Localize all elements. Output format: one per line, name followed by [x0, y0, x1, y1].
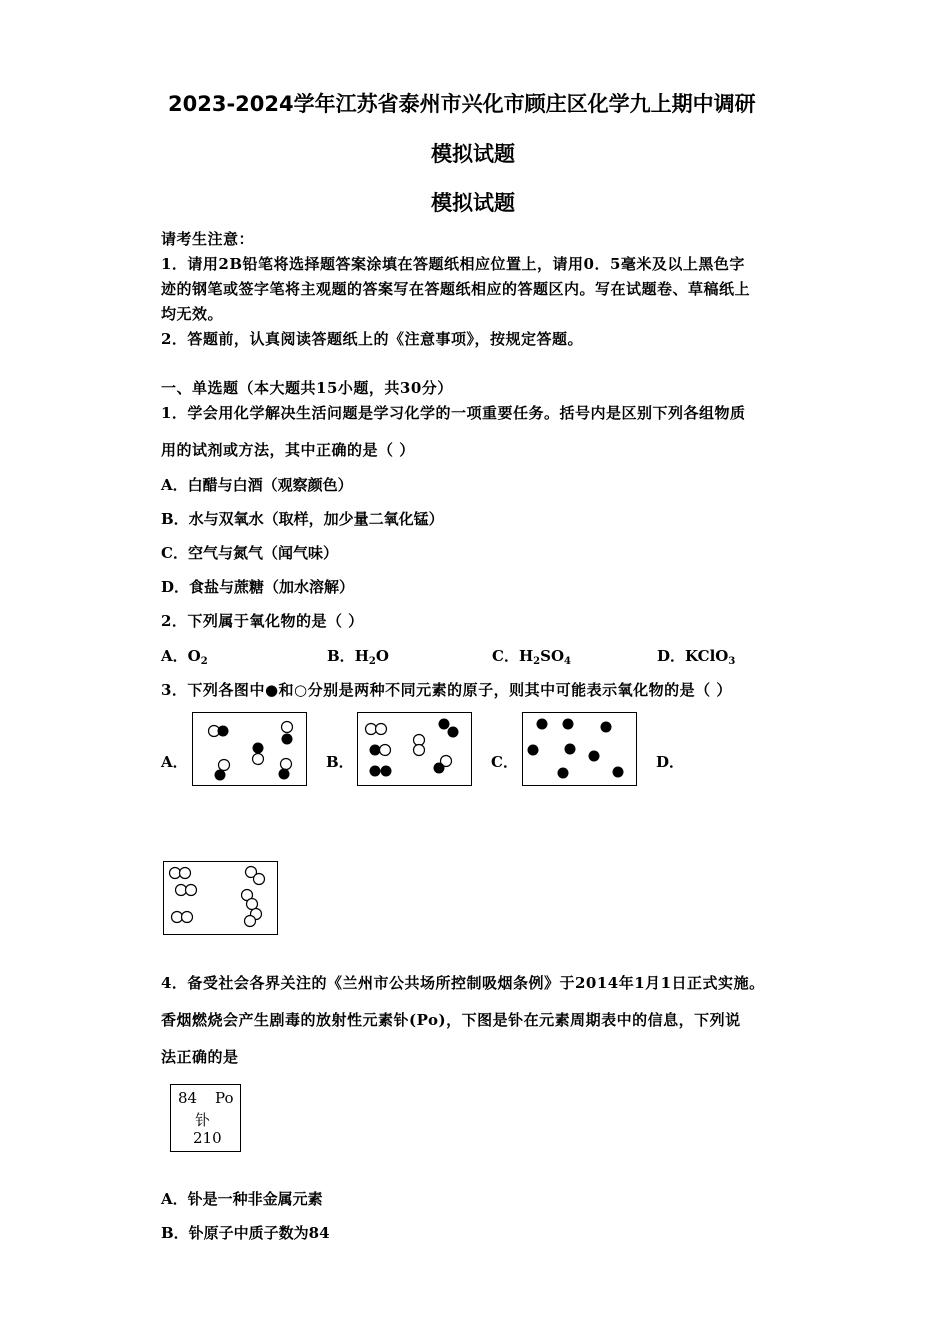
page-subtitle: 模拟试题: [431, 142, 515, 166]
notice-line: 1．请用2B铅笔将选择题答案涂填在答题纸相应位置上，请用0．5毫米及以上黑色字: [161, 255, 745, 273]
question-4-stem-cont: 香烟燃烧会产生剧毒的放射性元素钋(Po)，下图是钋在元素周期表中的信息，下列说: [161, 1011, 741, 1029]
question-2-option-b: [327, 645, 389, 667]
molecule-diagram-a: [192, 712, 307, 786]
question-3-option-b-label: B．: [326, 753, 354, 771]
atomic-number: 84: [178, 1089, 198, 1107]
formula: KClO: [685, 647, 729, 665]
question-4-stem-cont: 法正确的是: [161, 1048, 239, 1066]
formula: H: [518, 647, 534, 665]
page-title: 2023-2024学年江苏省泰州市兴化市顾庄区化学九上期中调研: [168, 92, 756, 116]
option-label: C．: [492, 647, 519, 665]
question-1-option-a: A．白醋与白酒（观察颜色）: [161, 476, 353, 494]
formula: H: [354, 647, 369, 665]
question-1-option-b: B．水与双氧水（取样，加少量二氧化锰）: [161, 510, 444, 528]
option-label: B．: [327, 647, 355, 665]
question-1-option-c: C．空气与氮气（闻气味）: [161, 544, 338, 562]
subscript: 4: [564, 656, 571, 667]
notice-line: 2．答题前，认真阅读答题纸上的《注意事项》，按规定答题。: [161, 330, 583, 348]
question-2-option-c: [492, 645, 571, 667]
subscript: 3: [728, 656, 736, 667]
periodic-table-cell: [170, 1084, 241, 1152]
notice-heading: 请考生注意：: [161, 230, 255, 248]
question-4-option-a: A．钋是一种非金属元素: [161, 1190, 323, 1208]
question-3-option-a-label: A．: [161, 753, 188, 771]
question-4-option-b: B．钋原子中质子数为84: [161, 1224, 330, 1242]
question-1-option-d: D．食盐与蔗糖（加水溶解）: [161, 578, 355, 596]
subscript: 2: [368, 656, 376, 667]
notice-line: 迹的钢笔或签字笔将主观题的答案写在答题纸相应的答题区内。写在试题卷、草稿纸上: [161, 280, 751, 298]
formula: SO: [540, 647, 565, 665]
question-3-option-c-label: C．: [491, 753, 518, 771]
molecule-diagram-d-svg: [164, 862, 277, 934]
molecule-diagram-b: [357, 712, 472, 786]
question-1-stem: 1．学会用化学解决生活问题是学习化学的一项重要任务。括号内是区别下列各组物质: [161, 404, 746, 422]
molecule-diagram-c-svg: [523, 713, 636, 785]
question-2-stem: 2．下列属于氧化物的是（ ）: [161, 612, 364, 630]
element-name: 钋: [195, 1111, 211, 1129]
question-3-option-d-label: D．: [656, 753, 685, 771]
molecule-diagram-c: [522, 712, 637, 786]
molecule-diagram-d: [163, 861, 278, 935]
element-symbol: Po: [215, 1089, 234, 1107]
question-2-option-d: [657, 645, 735, 667]
molecule-diagram-b-svg: [358, 713, 471, 785]
subscript: 2: [533, 656, 541, 667]
question-2-option-a: [161, 645, 208, 667]
page-subtitle-repeat: 模拟试题: [431, 191, 515, 215]
formula: O: [375, 647, 389, 665]
subscript: 2: [200, 656, 208, 667]
option-label: D．: [657, 647, 686, 665]
atomic-mass: 210: [193, 1129, 222, 1147]
formula: O: [187, 647, 201, 665]
question-3-stem: 3．下列各图中●和○分别是两种不同元素的原子，则其中可能表示氧化物的是（ ）: [161, 681, 732, 699]
section-heading: 一、单选题（本大题共15小题，共30分）: [161, 379, 453, 397]
question-1-stem-cont: 用的试剂或方法，其中正确的是（ ）: [161, 441, 415, 459]
question-4-stem: 4．备受社会各界关注的《兰州市公共场所控制吸烟条例》于2014年1月1日正式实施。: [161, 974, 765, 992]
molecule-diagram-a-svg: [193, 713, 306, 785]
option-label: A．: [161, 647, 188, 665]
notice-line: 均无效。: [161, 305, 224, 323]
